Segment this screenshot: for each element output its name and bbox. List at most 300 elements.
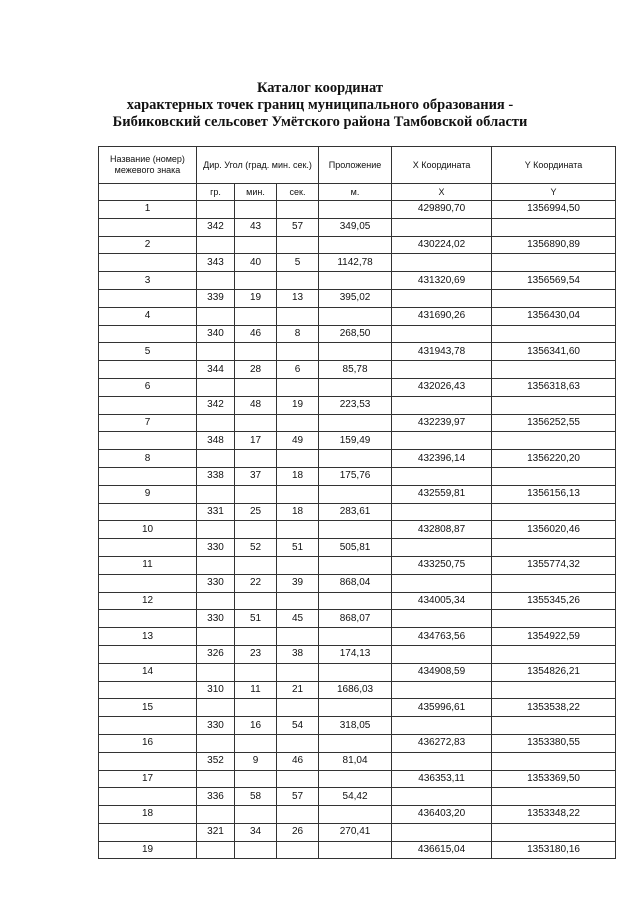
empty-cell bbox=[99, 503, 197, 521]
x-coordinate: 436615,04 bbox=[392, 841, 492, 859]
empty-cell bbox=[197, 414, 235, 432]
empty-cell bbox=[197, 307, 235, 325]
segment-row bbox=[99, 574, 616, 592]
empty-cell bbox=[492, 325, 616, 343]
segment-distance: 223,53 bbox=[319, 396, 392, 414]
empty-cell bbox=[492, 681, 616, 699]
empty-cell bbox=[492, 254, 616, 272]
point-number: 6 bbox=[99, 378, 197, 396]
x-coordinate: 434908,59 bbox=[392, 663, 492, 681]
angle-degrees: 352 bbox=[197, 752, 235, 770]
segment-row bbox=[99, 289, 616, 307]
angle-seconds: 54 bbox=[277, 717, 319, 735]
angle-minutes: 48 bbox=[235, 396, 277, 414]
empty-cell bbox=[197, 485, 235, 503]
empty-cell bbox=[492, 289, 616, 307]
empty-cell bbox=[99, 574, 197, 592]
empty-cell bbox=[392, 574, 492, 592]
segment-row bbox=[99, 681, 616, 699]
empty-cell bbox=[492, 717, 616, 735]
y-coordinate: 1356341,60 bbox=[492, 343, 616, 361]
angle-seconds: 46 bbox=[277, 752, 319, 770]
angle-degrees: 331 bbox=[197, 503, 235, 521]
angle-degrees: 326 bbox=[197, 645, 235, 663]
segment-row bbox=[99, 788, 616, 806]
empty-cell bbox=[392, 717, 492, 735]
header-x-coordinate: X Координата bbox=[392, 147, 492, 184]
angle-seconds: 26 bbox=[277, 823, 319, 841]
x-coordinate: 436272,83 bbox=[392, 734, 492, 752]
empty-cell bbox=[99, 361, 197, 379]
segment-distance: 318,05 bbox=[319, 717, 392, 735]
empty-cell bbox=[392, 788, 492, 806]
empty-cell bbox=[235, 414, 277, 432]
empty-cell bbox=[235, 628, 277, 646]
point-number: 12 bbox=[99, 592, 197, 610]
empty-cell bbox=[99, 645, 197, 663]
empty-cell bbox=[197, 236, 235, 254]
catalog-body bbox=[99, 201, 616, 859]
segment-distance: 868,07 bbox=[319, 610, 392, 628]
segment-row bbox=[99, 396, 616, 414]
point-number: 1 bbox=[99, 201, 197, 219]
empty-cell bbox=[235, 699, 277, 717]
angle-seconds: 8 bbox=[277, 325, 319, 343]
angle-seconds: 57 bbox=[277, 218, 319, 236]
header-direction-angle: Дир. Угол (град. мин. сек.) bbox=[197, 147, 319, 184]
angle-minutes: 43 bbox=[235, 218, 277, 236]
y-coordinate: 1356220,20 bbox=[492, 450, 616, 468]
angle-degrees: 336 bbox=[197, 788, 235, 806]
segment-row bbox=[99, 361, 616, 379]
empty-cell bbox=[392, 467, 492, 485]
empty-cell bbox=[99, 254, 197, 272]
empty-cell bbox=[392, 325, 492, 343]
point-number: 13 bbox=[99, 628, 197, 646]
angle-minutes: 52 bbox=[235, 539, 277, 557]
segment-distance: 85,78 bbox=[319, 361, 392, 379]
subheader-degrees: гр. bbox=[197, 184, 235, 201]
angle-seconds: 51 bbox=[277, 539, 319, 557]
angle-degrees: 338 bbox=[197, 467, 235, 485]
empty-cell bbox=[392, 610, 492, 628]
empty-cell bbox=[392, 539, 492, 557]
segment-distance: 349,05 bbox=[319, 218, 392, 236]
empty-cell bbox=[319, 806, 392, 824]
empty-cell bbox=[277, 734, 319, 752]
empty-cell bbox=[197, 201, 235, 219]
segment-distance: 268,50 bbox=[319, 325, 392, 343]
empty-cell bbox=[197, 378, 235, 396]
angle-minutes: 22 bbox=[235, 574, 277, 592]
empty-cell bbox=[235, 592, 277, 610]
empty-cell bbox=[492, 467, 616, 485]
point-row bbox=[99, 663, 616, 681]
header-distance: Проложение bbox=[319, 147, 392, 184]
empty-cell bbox=[392, 218, 492, 236]
segment-distance: 159,49 bbox=[319, 432, 392, 450]
empty-cell bbox=[492, 645, 616, 663]
empty-cell bbox=[319, 414, 392, 432]
empty-cell bbox=[277, 343, 319, 361]
empty-cell bbox=[99, 610, 197, 628]
y-coordinate: 1354826,21 bbox=[492, 663, 616, 681]
point-row bbox=[99, 734, 616, 752]
empty-cell bbox=[197, 841, 235, 859]
segment-row bbox=[99, 823, 616, 841]
empty-cell bbox=[197, 450, 235, 468]
segment-row bbox=[99, 717, 616, 735]
empty-cell bbox=[277, 806, 319, 824]
empty-cell bbox=[492, 752, 616, 770]
point-row bbox=[99, 201, 616, 219]
empty-cell bbox=[319, 521, 392, 539]
angle-seconds: 38 bbox=[277, 645, 319, 663]
empty-cell bbox=[235, 770, 277, 788]
empty-cell bbox=[392, 432, 492, 450]
empty-cell bbox=[197, 699, 235, 717]
empty-cell bbox=[492, 610, 616, 628]
angle-seconds: 39 bbox=[277, 574, 319, 592]
point-row bbox=[99, 485, 616, 503]
angle-degrees: 344 bbox=[197, 361, 235, 379]
point-number: 10 bbox=[99, 521, 197, 539]
document-subtitle: характерных точек границ муниципального образования - bbox=[126, 97, 514, 113]
angle-degrees: 340 bbox=[197, 325, 235, 343]
empty-cell bbox=[99, 289, 197, 307]
angle-seconds: 5 bbox=[277, 254, 319, 272]
empty-cell bbox=[277, 628, 319, 646]
empty-cell bbox=[392, 396, 492, 414]
y-coordinate: 1354922,59 bbox=[492, 628, 616, 646]
segment-row bbox=[99, 539, 616, 557]
angle-minutes: 51 bbox=[235, 610, 277, 628]
empty-cell bbox=[392, 503, 492, 521]
y-coordinate: 1355345,26 bbox=[492, 592, 616, 610]
angle-minutes: 11 bbox=[235, 681, 277, 699]
empty-cell bbox=[277, 699, 319, 717]
point-row bbox=[99, 450, 616, 468]
angle-seconds: 13 bbox=[277, 289, 319, 307]
point-number: 5 bbox=[99, 343, 197, 361]
segment-distance: 868,04 bbox=[319, 574, 392, 592]
table-subheader-row bbox=[99, 184, 616, 201]
empty-cell bbox=[99, 325, 197, 343]
point-row bbox=[99, 699, 616, 717]
angle-degrees: 330 bbox=[197, 539, 235, 557]
empty-cell bbox=[99, 432, 197, 450]
empty-cell bbox=[235, 307, 277, 325]
empty-cell bbox=[392, 289, 492, 307]
empty-cell bbox=[319, 556, 392, 574]
y-coordinate: 1356994,50 bbox=[492, 201, 616, 219]
empty-cell bbox=[235, 841, 277, 859]
segment-distance: 174,13 bbox=[319, 645, 392, 663]
empty-cell bbox=[319, 663, 392, 681]
x-coordinate: 430224,02 bbox=[392, 236, 492, 254]
angle-degrees: 342 bbox=[197, 218, 235, 236]
empty-cell bbox=[319, 734, 392, 752]
empty-cell bbox=[235, 236, 277, 254]
empty-cell bbox=[197, 770, 235, 788]
angle-minutes: 9 bbox=[235, 752, 277, 770]
subheader-seconds: сек. bbox=[277, 184, 319, 201]
empty-cell bbox=[235, 521, 277, 539]
y-coordinate: 1356890,89 bbox=[492, 236, 616, 254]
point-number: 3 bbox=[99, 272, 197, 290]
empty-cell bbox=[197, 628, 235, 646]
angle-minutes: 25 bbox=[235, 503, 277, 521]
point-number: 16 bbox=[99, 734, 197, 752]
empty-cell bbox=[392, 645, 492, 663]
segment-distance: 81,04 bbox=[319, 752, 392, 770]
y-coordinate: 1356430,04 bbox=[492, 307, 616, 325]
empty-cell bbox=[197, 343, 235, 361]
empty-cell bbox=[99, 539, 197, 557]
empty-cell bbox=[235, 806, 277, 824]
segment-row bbox=[99, 610, 616, 628]
y-coordinate: 1353538,22 bbox=[492, 699, 616, 717]
point-row bbox=[99, 414, 616, 432]
empty-cell bbox=[277, 272, 319, 290]
point-number: 2 bbox=[99, 236, 197, 254]
point-number: 9 bbox=[99, 485, 197, 503]
empty-cell bbox=[492, 218, 616, 236]
empty-cell bbox=[319, 307, 392, 325]
empty-cell bbox=[277, 556, 319, 574]
angle-minutes: 37 bbox=[235, 467, 277, 485]
empty-cell bbox=[235, 556, 277, 574]
point-number: 14 bbox=[99, 663, 197, 681]
empty-cell bbox=[319, 236, 392, 254]
angle-minutes: 16 bbox=[235, 717, 277, 735]
angle-degrees: 310 bbox=[197, 681, 235, 699]
angle-minutes: 19 bbox=[235, 289, 277, 307]
empty-cell bbox=[277, 592, 319, 610]
angle-seconds: 49 bbox=[277, 432, 319, 450]
point-row bbox=[99, 770, 616, 788]
x-coordinate: 433250,75 bbox=[392, 556, 492, 574]
empty-cell bbox=[392, 361, 492, 379]
empty-cell bbox=[319, 201, 392, 219]
subheader-y: Y bbox=[492, 184, 616, 201]
segment-distance: 175,76 bbox=[319, 467, 392, 485]
document-title: Каталог координат bbox=[256, 80, 384, 96]
point-number: 18 bbox=[99, 806, 197, 824]
empty-cell bbox=[277, 307, 319, 325]
y-coordinate: 1353348,22 bbox=[492, 806, 616, 824]
y-coordinate: 1353180,16 bbox=[492, 841, 616, 859]
empty-cell bbox=[319, 592, 392, 610]
x-coordinate: 432559,81 bbox=[392, 485, 492, 503]
empty-cell bbox=[277, 841, 319, 859]
x-coordinate: 432808,87 bbox=[392, 521, 492, 539]
empty-cell bbox=[197, 663, 235, 681]
point-row bbox=[99, 236, 616, 254]
empty-cell bbox=[392, 681, 492, 699]
segment-distance: 54,42 bbox=[319, 788, 392, 806]
angle-minutes: 28 bbox=[235, 361, 277, 379]
y-coordinate: 1353380,55 bbox=[492, 734, 616, 752]
empty-cell bbox=[197, 272, 235, 290]
angle-minutes: 40 bbox=[235, 254, 277, 272]
segment-row bbox=[99, 503, 616, 521]
segment-row bbox=[99, 645, 616, 663]
empty-cell bbox=[235, 343, 277, 361]
y-coordinate: 1355774,32 bbox=[492, 556, 616, 574]
angle-seconds: 18 bbox=[277, 503, 319, 521]
angle-seconds: 19 bbox=[277, 396, 319, 414]
segment-distance: 283,61 bbox=[319, 503, 392, 521]
angle-minutes: 17 bbox=[235, 432, 277, 450]
point-row bbox=[99, 841, 616, 859]
empty-cell bbox=[99, 396, 197, 414]
point-number: 11 bbox=[99, 556, 197, 574]
empty-cell bbox=[99, 717, 197, 735]
empty-cell bbox=[277, 378, 319, 396]
y-coordinate: 1356156,13 bbox=[492, 485, 616, 503]
point-row bbox=[99, 521, 616, 539]
angle-seconds: 18 bbox=[277, 467, 319, 485]
y-coordinate: 1353369,50 bbox=[492, 770, 616, 788]
point-row bbox=[99, 272, 616, 290]
header-y-coordinate: Y Координата bbox=[492, 147, 616, 184]
empty-cell bbox=[197, 521, 235, 539]
point-row bbox=[99, 806, 616, 824]
empty-cell bbox=[492, 788, 616, 806]
segment-row bbox=[99, 752, 616, 770]
x-coordinate: 434763,56 bbox=[392, 628, 492, 646]
empty-cell bbox=[319, 485, 392, 503]
empty-cell bbox=[99, 823, 197, 841]
angle-degrees: 321 bbox=[197, 823, 235, 841]
empty-cell bbox=[235, 378, 277, 396]
subheader-empty bbox=[99, 184, 197, 201]
point-number: 8 bbox=[99, 450, 197, 468]
empty-cell bbox=[277, 521, 319, 539]
segment-distance: 505,81 bbox=[319, 539, 392, 557]
y-coordinate: 1356569,54 bbox=[492, 272, 616, 290]
x-coordinate: 435996,61 bbox=[392, 699, 492, 717]
segment-row bbox=[99, 432, 616, 450]
segment-row bbox=[99, 254, 616, 272]
angle-minutes: 46 bbox=[235, 325, 277, 343]
x-coordinate: 436403,20 bbox=[392, 806, 492, 824]
subheader-meters: м. bbox=[319, 184, 392, 201]
x-coordinate: 429890,70 bbox=[392, 201, 492, 219]
y-coordinate: 1356318,63 bbox=[492, 378, 616, 396]
subheader-x: X bbox=[392, 184, 492, 201]
empty-cell bbox=[277, 414, 319, 432]
empty-cell bbox=[99, 681, 197, 699]
x-coordinate: 434005,34 bbox=[392, 592, 492, 610]
empty-cell bbox=[392, 823, 492, 841]
x-coordinate: 432396,14 bbox=[392, 450, 492, 468]
coordinates-catalog-table bbox=[98, 146, 616, 859]
empty-cell bbox=[319, 378, 392, 396]
empty-cell bbox=[99, 788, 197, 806]
point-number: 4 bbox=[99, 307, 197, 325]
empty-cell bbox=[492, 574, 616, 592]
angle-minutes: 34 bbox=[235, 823, 277, 841]
angle-degrees: 330 bbox=[197, 610, 235, 628]
empty-cell bbox=[319, 272, 392, 290]
empty-cell bbox=[197, 734, 235, 752]
empty-cell bbox=[197, 806, 235, 824]
empty-cell bbox=[235, 663, 277, 681]
empty-cell bbox=[392, 254, 492, 272]
empty-cell bbox=[277, 485, 319, 503]
angle-degrees: 343 bbox=[197, 254, 235, 272]
segment-row bbox=[99, 218, 616, 236]
x-coordinate: 431943,78 bbox=[392, 343, 492, 361]
empty-cell bbox=[492, 823, 616, 841]
point-number: 17 bbox=[99, 770, 197, 788]
empty-cell bbox=[319, 841, 392, 859]
segment-row bbox=[99, 325, 616, 343]
empty-cell bbox=[235, 485, 277, 503]
empty-cell bbox=[492, 396, 616, 414]
empty-cell bbox=[99, 752, 197, 770]
empty-cell bbox=[235, 734, 277, 752]
document-subtitle-territory: Бибиковский сельсовет Умётского района Тамбовской области bbox=[112, 114, 528, 130]
angle-minutes: 23 bbox=[235, 645, 277, 663]
segment-distance: 1142,78 bbox=[319, 254, 392, 272]
empty-cell bbox=[319, 699, 392, 717]
empty-cell bbox=[235, 450, 277, 468]
subheader-minutes: мин. bbox=[235, 184, 277, 201]
empty-cell bbox=[319, 450, 392, 468]
point-row bbox=[99, 556, 616, 574]
empty-cell bbox=[319, 343, 392, 361]
point-row bbox=[99, 592, 616, 610]
empty-cell bbox=[277, 770, 319, 788]
empty-cell bbox=[277, 236, 319, 254]
angle-seconds: 45 bbox=[277, 610, 319, 628]
x-coordinate: 432239,97 bbox=[392, 414, 492, 432]
x-coordinate: 432026,43 bbox=[392, 378, 492, 396]
angle-seconds: 21 bbox=[277, 681, 319, 699]
angle-degrees: 342 bbox=[197, 396, 235, 414]
point-row bbox=[99, 307, 616, 325]
angle-degrees: 330 bbox=[197, 574, 235, 592]
angle-degrees: 339 bbox=[197, 289, 235, 307]
empty-cell bbox=[277, 201, 319, 219]
segment-distance: 395,02 bbox=[319, 289, 392, 307]
point-number: 15 bbox=[99, 699, 197, 717]
angle-seconds: 6 bbox=[277, 361, 319, 379]
empty-cell bbox=[235, 201, 277, 219]
empty-cell bbox=[492, 361, 616, 379]
x-coordinate: 436353,11 bbox=[392, 770, 492, 788]
table-header-row bbox=[99, 147, 616, 184]
empty-cell bbox=[235, 272, 277, 290]
segment-row bbox=[99, 467, 616, 485]
angle-seconds: 57 bbox=[277, 788, 319, 806]
empty-cell bbox=[99, 467, 197, 485]
point-number: 7 bbox=[99, 414, 197, 432]
angle-degrees: 330 bbox=[197, 717, 235, 735]
y-coordinate: 1356020,46 bbox=[492, 521, 616, 539]
point-number: 19 bbox=[99, 841, 197, 859]
point-row bbox=[99, 628, 616, 646]
empty-cell bbox=[197, 592, 235, 610]
empty-cell bbox=[277, 450, 319, 468]
x-coordinate: 431320,69 bbox=[392, 272, 492, 290]
point-row bbox=[99, 343, 616, 361]
empty-cell bbox=[492, 539, 616, 557]
empty-cell bbox=[392, 752, 492, 770]
